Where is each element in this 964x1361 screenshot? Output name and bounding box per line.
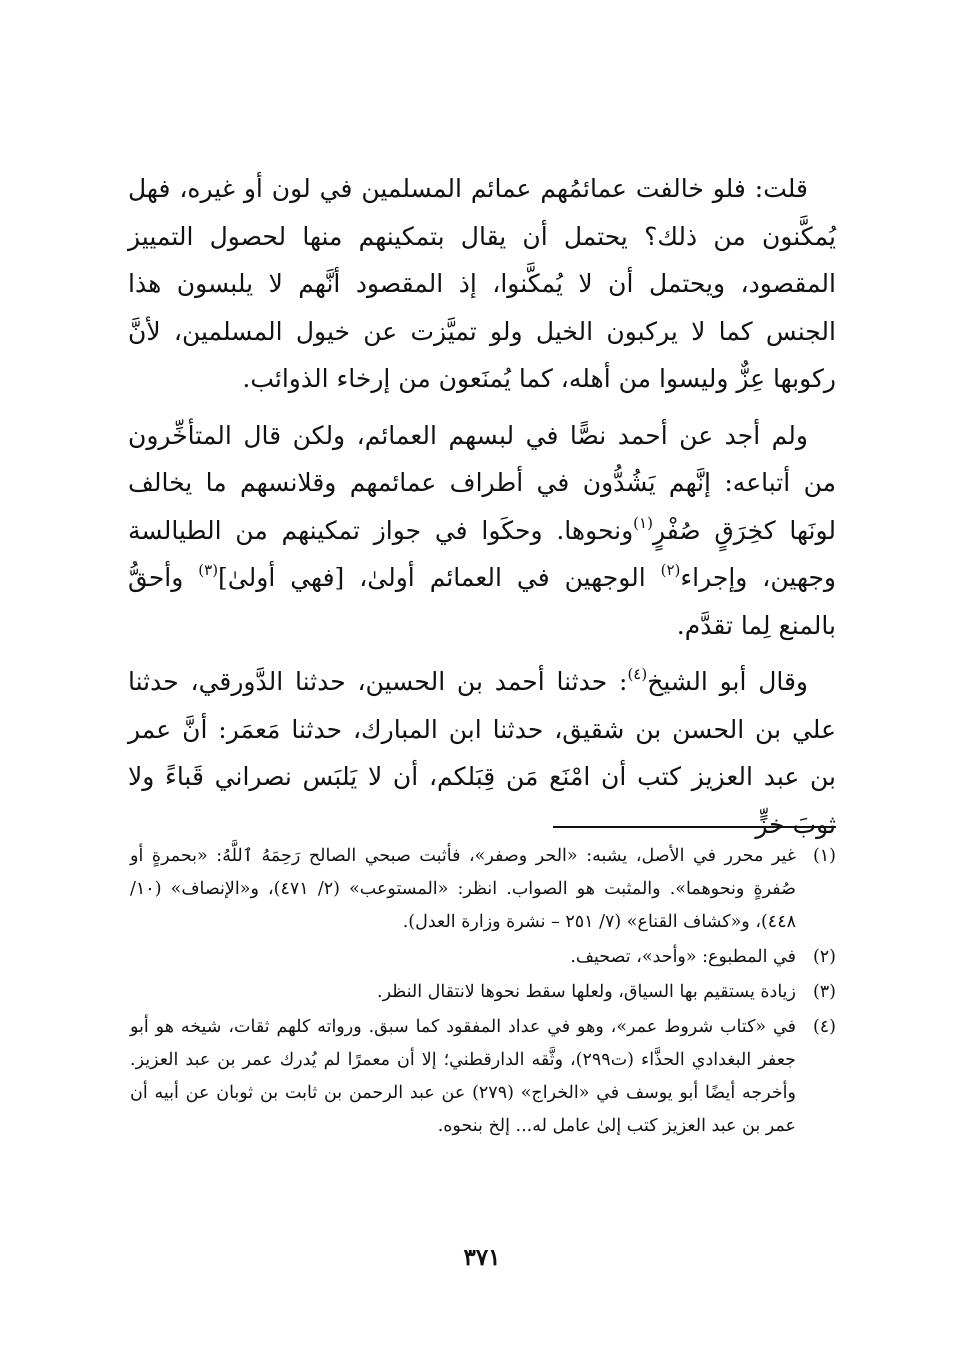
paragraph (128, 412, 836, 650)
footnote (130, 840, 836, 939)
footnote (130, 941, 836, 974)
paragraph-text: ونحوها. وحكَوا في جواز تمكينهم من الطيالسة وجهين، وإجراء (128, 515, 837, 592)
paragraph (128, 165, 836, 403)
footnote-text: في المطبوع: «وأحد»، تصحيف. (570, 947, 796, 967)
footnote-text: غير محرر في الأصل، يشبه: «الحر وصفر»، فأثبت صبحي الصالح رَحِمَهُ ٱللَّهُ: «بحمرةٍ أو صُفرةٍ ونحوهما». والمثبت هو الصواب. انظر: «المستوعب» (٢/ ٤٧١)، و«الإنصاف» (١٠/ ٤٤٨)، و«كشاف القناع» (٧/ ٢٥١ – نشرة وزارة العدل). (130, 846, 796, 932)
paragraph-text: قلت: فلو خالفت عمائمُهم عمائم المسلمين في لون أو غيره، فهل يُمكَّنون من ذلك؟ يحتمل أن يقال بتمكينهم منها لحصول التمييز المقصود، ويحتمل أن لا يُمكَّنوا، إذ المقصود أنَّهم لا يلبسون هذا الجنس كما لا يركبون الخيل ولو تميَّزت عن خيول المسلمين، لأنَّ ركوبها عِزٌّ وليسوا من أهله، كما يُمنَعون من إرخاء الذوائب. (128, 174, 836, 393)
footnote-reference[interactable]: (١) (633, 513, 653, 532)
footnote-reference[interactable]: (٤) (627, 665, 648, 683)
page-number: ٣٧١ (463, 1244, 501, 1271)
paragraph-text: وقال أبو الشيخ (647, 667, 808, 696)
footnote-separator (553, 826, 836, 828)
footnote-number: (١) (812, 846, 836, 866)
footnote (130, 1011, 836, 1143)
footnotes (130, 840, 836, 1143)
footnote-number: (٤) (812, 1017, 836, 1037)
footnote-number: (٢) (812, 947, 836, 967)
paragraph-text: : حدثنا أحمد بن الحسين، حدثنا الدَّورقي، حدثنا علي بن الحسن بن شقيق، حدثنا ابن المبارك، حدثنا مَعمَر: أنَّ عمر بن عبد العزيز كتب أن امْنَع مَن قِبَلكم، أن لا يَلبَس نصراني قَباءً ولا ثوبَ خزٍّ (128, 667, 836, 839)
paragraph-text: وأحقُّ بالمنع لِما تقدَّم. (128, 563, 836, 640)
footnote-text: زيادة يستقيم بها السياق، ولعلها سقط نحوها لانتقال النظر. (377, 982, 796, 1002)
footnote-reference[interactable]: (٢) (660, 561, 681, 579)
paragraph-text: الوجهين في العمائم أولىٰ، [فهي أولىٰ] (218, 563, 661, 592)
footnote-text: في «كتاب شروط عمر»، وهو في عداد المفقود كما سبق. ورواته كلهم ثقات، شيخه هو أبو جعفر البغدادي الحذَّاء (ت٢٩٩)، وثَّقه الدارقطني؛ إلا أن معمرًا لم يُدرك عمر بن عبد العزيز. وأخرجه أيضًا أبو يوسف في «الخراج» (٢٧٩) عن عبد الرحمن بن ثابت بن ثوبان عن أبيه أن عمر بن عبد العزيز كتب إلىٰ عامل له... إلخ بنحوه. (130, 1017, 796, 1136)
footnote (130, 976, 836, 1009)
footnote-reference[interactable]: (٣) (198, 561, 219, 579)
footnote-number: (٣) (812, 982, 836, 1002)
body-text (128, 165, 836, 848)
paragraph-text: ولم أجد عن أحمد نصًّا في لبسهم العمائم، ولكن قال المتأخِّرون من أتباعه: إنَّهم يَشُدُّون في أطراف عمائمهم وقلانسهم ما يخالف لونَها كخِرَقٍ صُفْرٍ (128, 420, 836, 545)
paragraph (128, 658, 836, 848)
